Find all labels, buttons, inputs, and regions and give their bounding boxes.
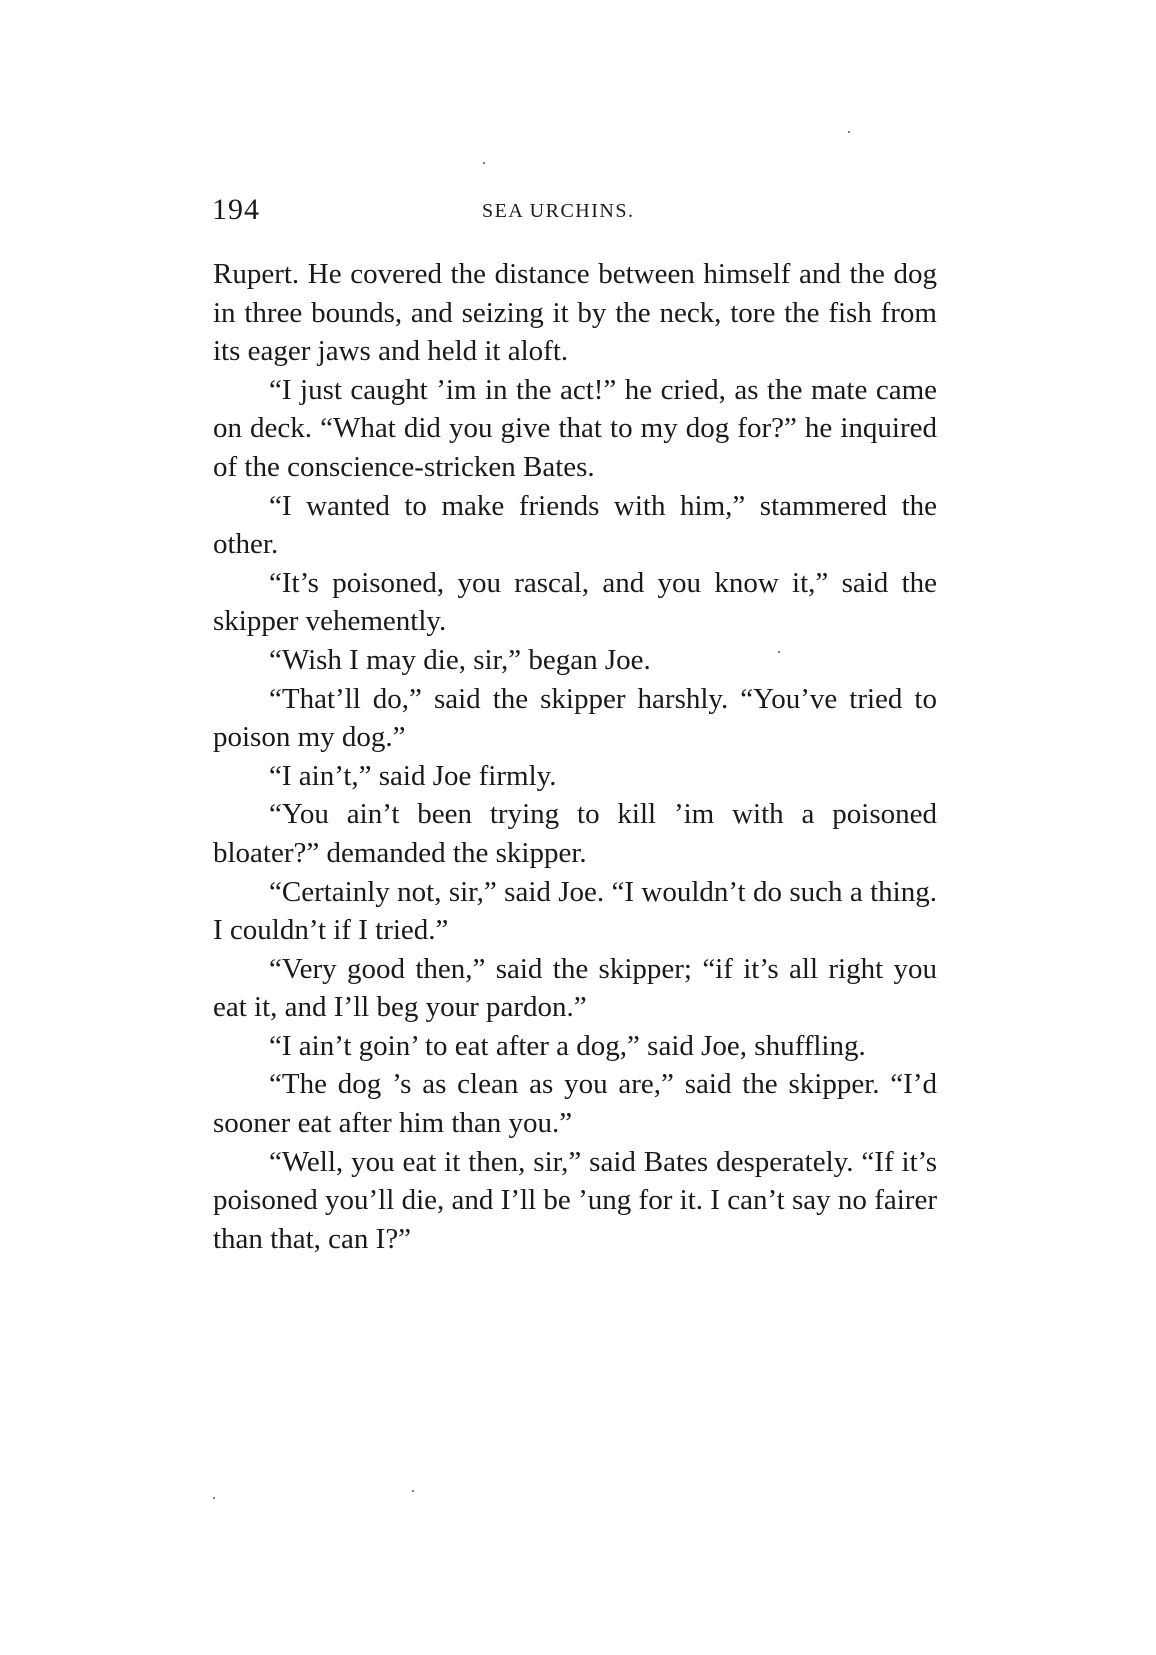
scan-speck — [848, 131, 850, 133]
page-header — [212, 193, 936, 233]
scan-speck — [412, 1490, 414, 1492]
paragraph: “I wanted to make friends with him,” stammered the other. — [213, 489, 937, 561]
scan-speck — [483, 162, 485, 164]
page-number: 194 — [212, 193, 260, 226]
paragraph: “Well, you eat it then, sir,” said Bates desperately. “If it’s poisoned you’ll die, and I’ll be ’ung for it. I can’t say no fairer than that, can I?” — [213, 1145, 937, 1255]
paragraph: “You ain’t been trying to kill ’im with a poisoned bloater?” demanded the skipper. — [213, 798, 937, 869]
paragraph: “Wish I may die, sir,” began Joe. — [269, 643, 651, 676]
paragraph: Rupert. He covered the distance between himself and the dog in three bounds, and seizing it by the neck, tore the fish from its eager jaws and held it aloft. — [213, 258, 937, 368]
paragraph: “Very good then,” said the skipper; “if it’s all right you eat it, and I’ll beg your pardon.” — [213, 952, 937, 1024]
running-head: SEA URCHINS. — [482, 200, 635, 222]
paragraph: “Certainly not, sir,” said Joe. “I wouldn’t do such a thing. I couldn’t if I tried.” — [213, 875, 937, 947]
scan-speck — [213, 1497, 215, 1499]
paragraph: “I ain’t goin’ to eat after a dog,” said Joe, shuffling. — [269, 1029, 866, 1062]
paragraph: “I ain’t,” said Joe firmly. — [269, 759, 557, 792]
paragraph: “The dog ’s as clean as you are,” said the skipper. “I’d sooner eat after him than you.” — [213, 1068, 937, 1140]
paragraph: “That’ll do,” said the skipper harshly. “You’ve tried to poison my dog.” — [213, 682, 937, 754]
paragraph: “It’s poisoned, you rascal, and you know it,” said the skipper vehemently. — [213, 566, 937, 638]
paragraph: “I just caught ’im in the act!” he cried, as the mate came on deck. “What did you give that to my dog for?” he inquired of the conscience-stricken Bates. — [213, 373, 937, 483]
body-text — [213, 255, 937, 1258]
